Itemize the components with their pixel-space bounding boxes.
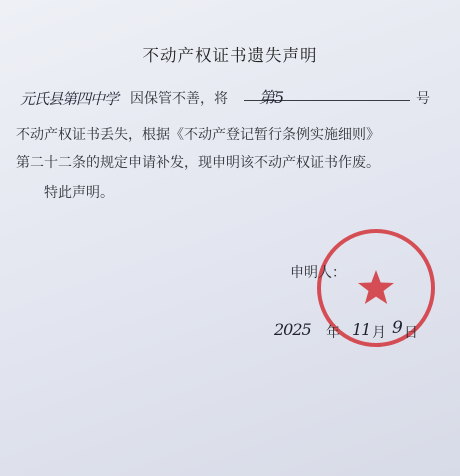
date-year-handwritten: 2025 bbox=[274, 320, 311, 339]
date-row bbox=[268, 318, 438, 348]
certificate-number-handwritten: 第5 bbox=[259, 88, 284, 107]
owner-name-handwritten: 元氏县第四中学 bbox=[20, 90, 119, 108]
date-year-label: 年 bbox=[326, 325, 340, 341]
date-month-label: 月 bbox=[372, 325, 386, 341]
statement-closing: 特此声明。 bbox=[44, 185, 114, 201]
statement-text-1: 因保管不善，将 bbox=[130, 91, 228, 107]
hao-label: 号 bbox=[416, 91, 430, 107]
date-month-handwritten: 11 bbox=[352, 320, 371, 339]
seal-star-icon bbox=[358, 270, 394, 304]
statement-line-1 bbox=[16, 88, 444, 112]
document-title: 不动产权证书遗失声明 bbox=[142, 46, 318, 65]
date-day-handwritten: 9 bbox=[392, 318, 402, 338]
statement-line-2: 不动产权证书丢失，根据《不动产登记暂行条例实施细则》 bbox=[16, 127, 380, 143]
statement-line-3: 第二十二条的规定申请补发，现申明该不动产权证书作废。 bbox=[16, 155, 380, 171]
date-day-label: 日 bbox=[404, 325, 418, 341]
signature-label: 申明人： bbox=[290, 265, 346, 281]
